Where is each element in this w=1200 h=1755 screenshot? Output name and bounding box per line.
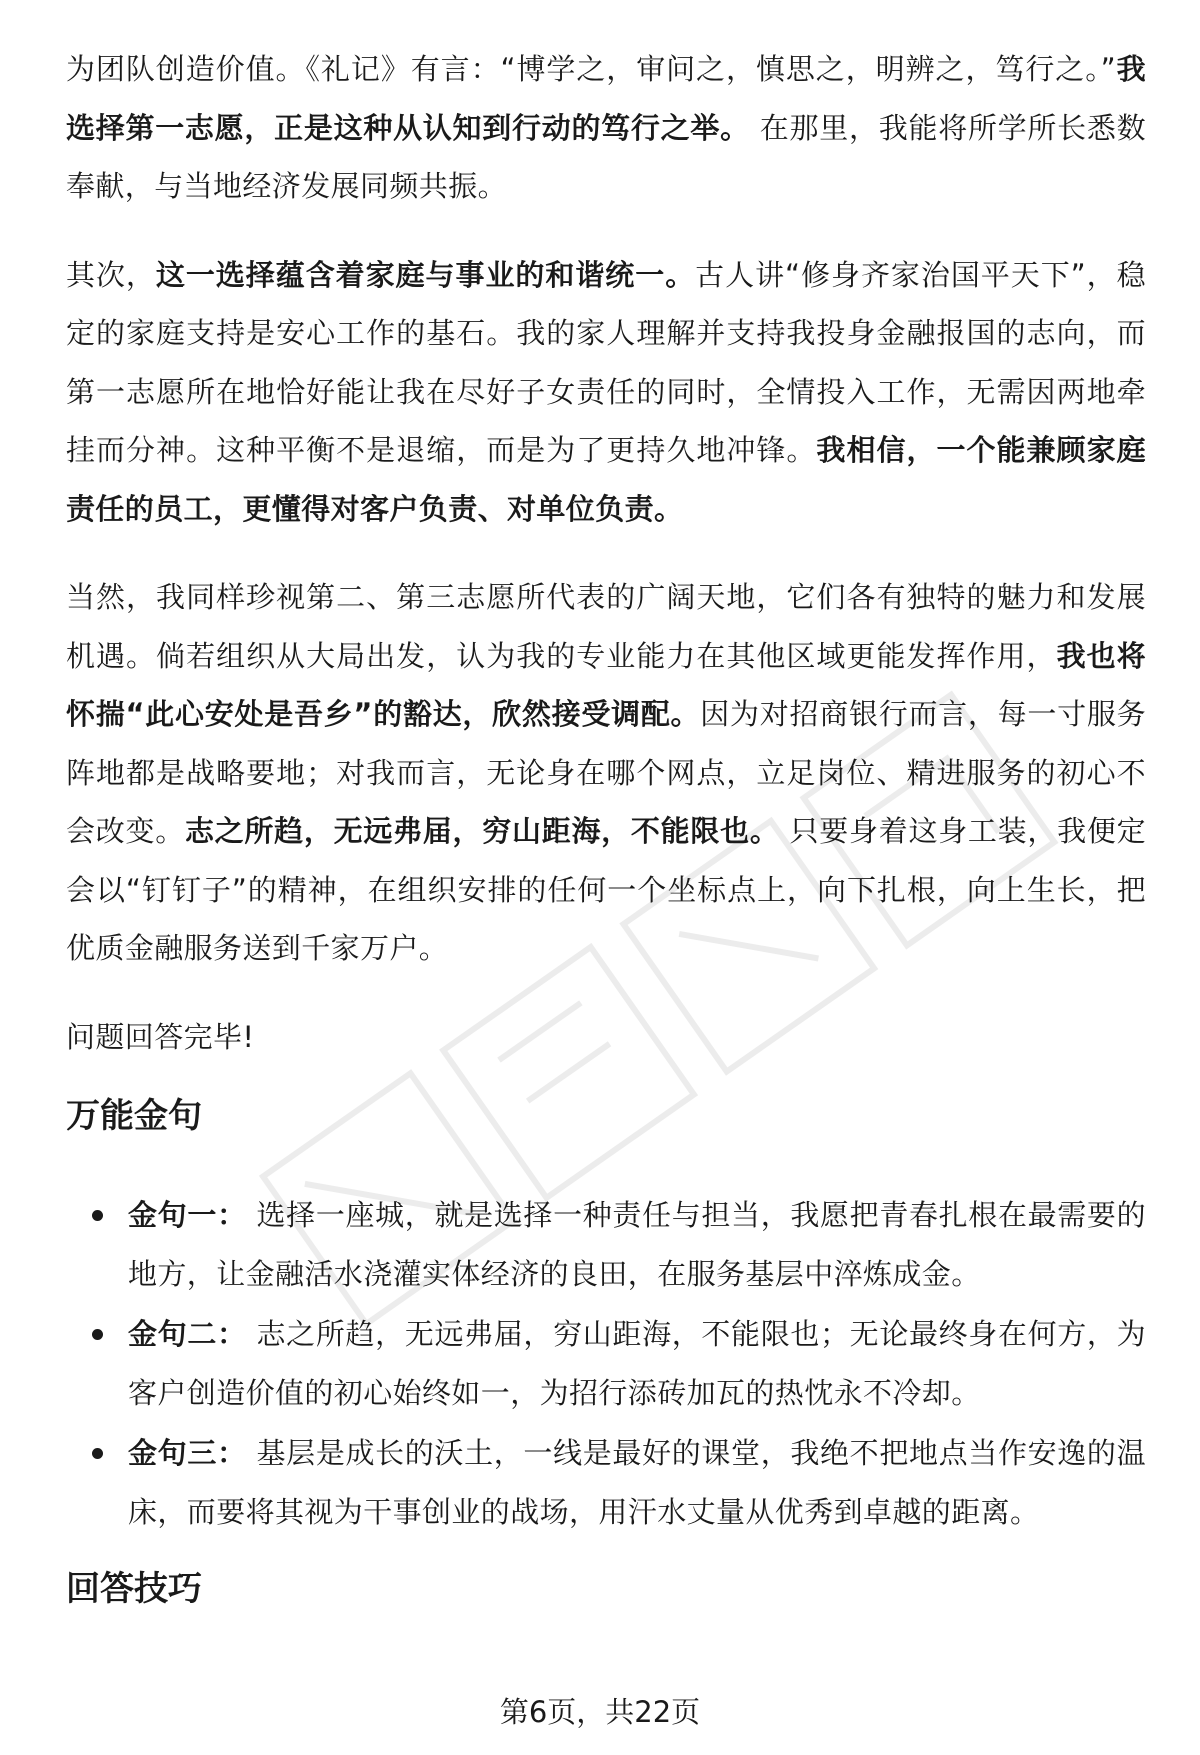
document-page [66, 40, 1146, 1659]
text-segment: 为团队创造价值。《礼记》有言：“博学之，审问之，慎思之，明辨之，笃行之。” [66, 52, 1117, 86]
quote-label: 金句二： [128, 1317, 247, 1351]
bold-text: 志之所趋，无远弗届，穷山距海，不能限也。 [184, 814, 780, 848]
paragraph [66, 1008, 1146, 1067]
text-segment: 当然，我同样珍视第二、第三志愿所代表的广阔天地，它们各有独特的魅力和发展机遇。倘若组织从大局出发，认为我的专业能力在其他区域更能发挥作用， [66, 580, 1146, 673]
bold-text: 这一选择蕴含着家庭与事业的和谐统一。 [155, 257, 696, 292]
bold-text: 我相信，一个能兼顾家庭责任的员工，更懂得对客户负责、对单位负责。 [66, 433, 1146, 526]
paragraph [66, 568, 1146, 978]
text-segment: 其次， [66, 257, 156, 292]
bold-text: 我也将怀揣“此心安处是吾乡”的豁达，欣然接受调配。 [66, 638, 1146, 731]
text-segment: 因为对招商银行而言，每一寸服务阵地都是战略要地；对我而言，无论身在哪个网点，立足岗位、精进服务的初心不会改变。 [66, 697, 1146, 848]
quote-text: 志之所趋，无远弗届，穷山距海，不能限也；无论最终身在何方，为客户创造价值的初心始终如一，为招行添砖加瓦的热忱永不冷却。 [128, 1317, 1146, 1410]
list-item [66, 1305, 1146, 1422]
quote-label: 金句一： [128, 1198, 247, 1232]
text-segment: 在那里，我能将所学所长悉数奉献，与当地经济发展同频共振。 [66, 110, 1147, 203]
text-segment: 问题回答完毕! [66, 1019, 255, 1054]
text-segment: 只要身着这身工装，我便定会以“钉钉子”的精神，在组织安排的任何一个坐标点上，向下扎根，向上生长，把优质金融服务送到千家万户。 [66, 814, 1146, 965]
list-item [66, 1424, 1146, 1541]
list-item [66, 1186, 1146, 1303]
body-paragraphs [66, 40, 1146, 1066]
quote-text: 选择一座城，就是选择一种责任与担当，我愿把青春扎根在最需要的地方，让金融活水浇灌实体经济的良田，在服务基层中淬炼成金。 [128, 1198, 1146, 1291]
quote-text: 基层是成长的沃土，一线是最好的课堂，我绝不把地点当作安逸的温床，而要将其视为干事创业的战场，用汗水丈量从优秀到卓越的距离。 [128, 1436, 1146, 1529]
quote-label: 金句三： [128, 1436, 247, 1470]
text-segment: 古人讲“修身齐家治国平天下”，稳定的家庭支持是安心工作的基石。我的家人理解并支持我投身金融报国的志向，而第一志愿所在地恰好能让我在尽好子女责任的同时，全情投入工作，无需因两地牵挂而分神。这种平衡不是退缩，而是为了更持久地冲锋。 [66, 257, 1147, 467]
bullet-icon [92, 1448, 103, 1459]
bold-text: 我选择第一志愿，正是这种从认知到行动的笃行之举。 [66, 52, 1146, 145]
page-footer: 第6页，共22页 [499, 1695, 701, 1729]
paragraph [66, 246, 1146, 539]
quotes-list [66, 1186, 1146, 1541]
section-title-quotes: 万能金句 [66, 1096, 202, 1136]
section-title-tips: 回答技巧 [66, 1569, 202, 1609]
bullet-icon [92, 1210, 103, 1221]
bullet-icon [92, 1329, 103, 1340]
paragraph [66, 40, 1146, 216]
